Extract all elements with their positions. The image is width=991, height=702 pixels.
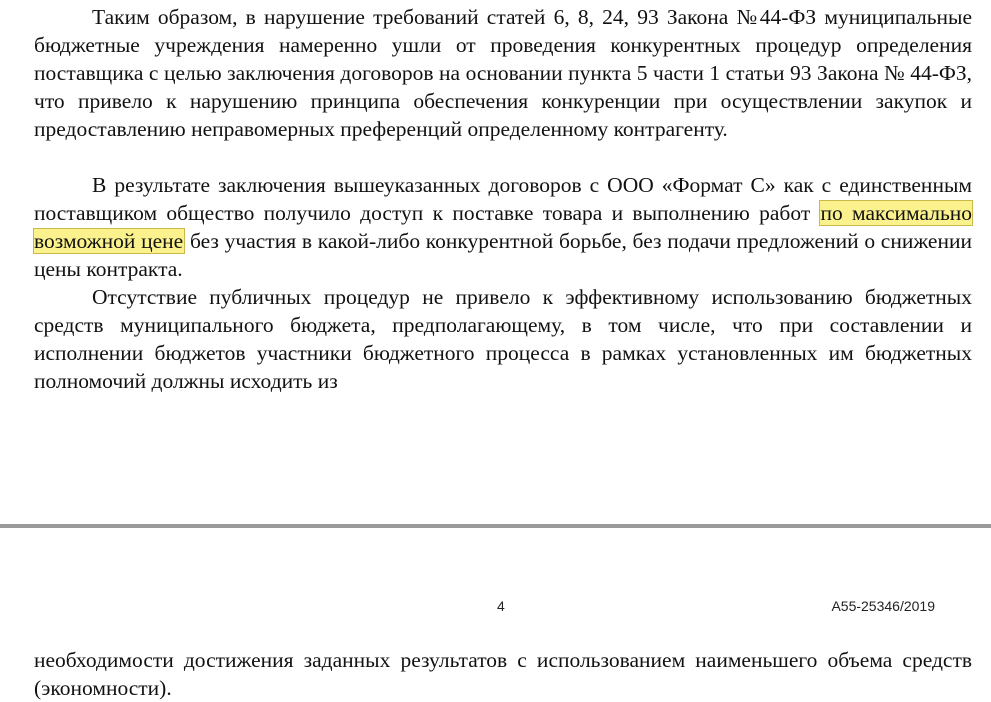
paragraph-budget-efficiency: Отсутствие публичных процедур не привело к эффективному использованию бюджетных средств муниципального бюджета, предполагающему, в том числе, что при составлении и исполнении бюджетов участники бюджетного процесса в рамках установленных им бюджетных полномочий должны исходить из — [34, 285, 972, 393]
paragraph-contract-result — [34, 171, 972, 283]
page-separator — [0, 524, 991, 528]
case-number: А55-25346/2019 — [831, 598, 935, 614]
page-number: 4 — [497, 598, 505, 614]
paragraph-violation-summary: Таким образом, в нарушение требований статей 6, 8, 24, 93 Закона №44-ФЗ муниципальные бюджетные учреждения намеренно ушли от проведения конкурентных процедур определения поставщика с целью заключения договоров на основании пункта 5 части 1 статьи 93 Закона № 44-ФЗ, что привело к нарушению принципа обеспечения конкуренции при осуществлении закупок и предоставлению неправомерных преференций определенному контрагенту. — [34, 5, 972, 141]
paragraph-text-before: В результате заключения вышеуказанных договоров с ООО «Формат С» как с единственным поставщиком общество получило доступ к поставке товара и выполнению работ — [34, 173, 972, 225]
highlighted-text[interactable]: по максимально возможной цене — [34, 201, 973, 253]
paragraph-continuation: необходимости достижения заданных результатов с использованием наименьшего объема средств (экономности). — [34, 648, 972, 700]
paragraph-text-after: без участия в какой-либо конкурентной борьбе, без подачи предложений о снижении цены контракта. — [34, 229, 972, 281]
